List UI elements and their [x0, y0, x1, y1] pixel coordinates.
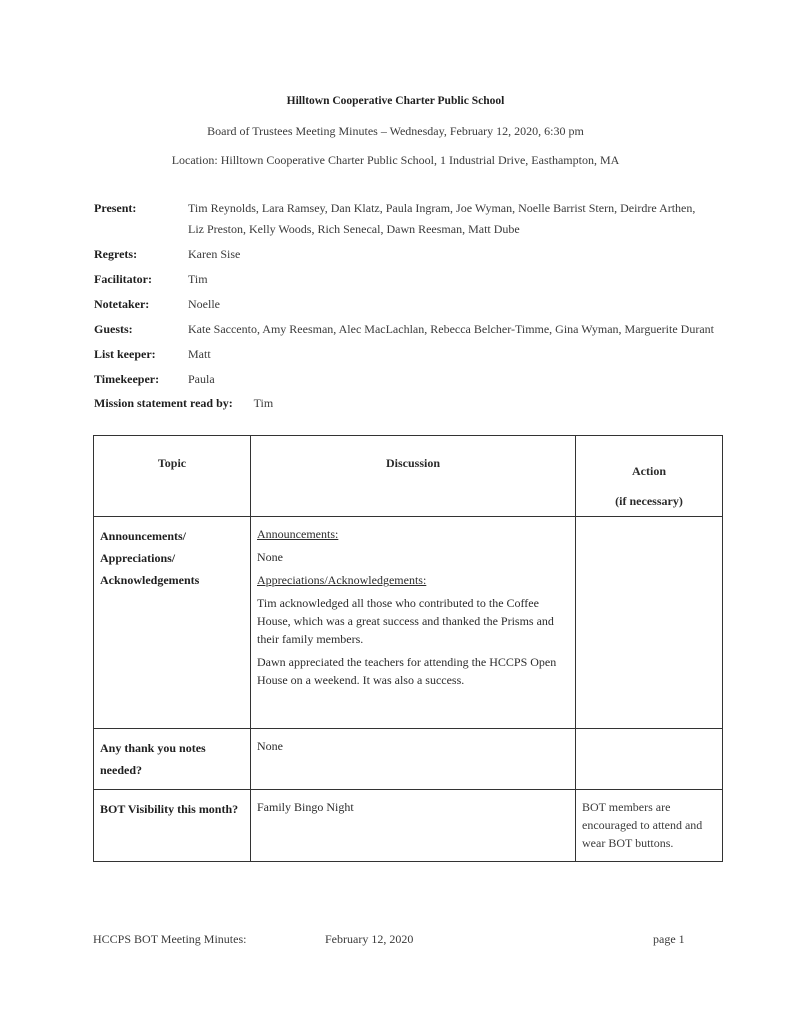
appreciation-paragraph-2: Dawn appreciated the teachers for attending the HCCPS Open House on a weekend. It was also a success.: [257, 655, 557, 687]
announcements-heading: Announcements:: [257, 527, 339, 541]
guests-label: Guests:: [94, 322, 133, 336]
row3-action: BOT members are encouraged to attend and wear BOT buttons.: [576, 790, 723, 862]
table-row: [94, 729, 723, 790]
present-label: Present:: [94, 201, 137, 215]
timekeeper-value: Paula: [188, 372, 215, 386]
regrets-label: Regrets:: [94, 247, 138, 261]
table-row: [94, 790, 723, 862]
meeting-location: Location: Hilltown Cooperative Charter Public School, 1 Industrial Drive, Easthampton, MA: [171, 153, 620, 167]
header-discussion-text: Discussion: [385, 456, 441, 470]
header-topic: [94, 436, 251, 517]
guests-row: [94, 319, 714, 340]
notetaker-label: Notetaker:: [94, 297, 150, 311]
facilitator-row: [94, 269, 714, 290]
meeting-subtitle: Board of Trustees Meeting Minutes – Wednesday, February 12, 2020, 6:30 pm: [207, 124, 584, 138]
regrets-value: Karen Sise: [188, 247, 241, 261]
row3-topic: BOT Visibility this month?: [94, 790, 251, 862]
mission-value: Tim: [253, 396, 274, 410]
row1-topic-line: Announcements/: [100, 529, 187, 543]
listkeeper-label: List keeper:: [94, 347, 156, 361]
table-row: [94, 517, 723, 729]
appreciations-heading: Appreciations/Acknowledgements:: [257, 573, 427, 587]
mission-label: Mission statement read by:: [94, 396, 233, 410]
timekeeper-label: Timekeeper:: [94, 372, 160, 386]
attendance-block: [94, 198, 714, 394]
minutes-table: [93, 435, 723, 862]
header-action: [576, 436, 723, 517]
row1-discussion: [251, 517, 576, 729]
row2-topic: Any thank you notes needed?: [94, 729, 251, 790]
row1-topic: [94, 517, 251, 729]
announcements-text: None: [257, 550, 283, 564]
present-value: Tim Reynolds, Lara Ramsey, Dan Klatz, Paula Ingram, Joe Wyman, Noelle Barrist Stern, Deirdre Arthen, Liz Preston, Kelly Woods, Rich Senecal, Dawn Reesman, Matt Dube: [188, 201, 696, 236]
present-row: [94, 198, 714, 240]
facilitator-label: Facilitator:: [94, 272, 152, 286]
footer-page-number: page 1: [653, 932, 685, 946]
row3-discussion: Family Bingo Night: [251, 790, 576, 862]
school-title: Hilltown Cooperative Charter Public School: [286, 95, 505, 107]
mission-row: [94, 396, 273, 411]
notetaker-value: Noelle: [188, 297, 220, 311]
header-topic-text: Topic: [157, 456, 187, 470]
row1-topic-line: Appreciations/: [100, 551, 176, 565]
notetaker-row: [94, 294, 714, 315]
timekeeper-row: [94, 369, 714, 390]
facilitator-value: Tim: [188, 272, 208, 286]
row2-action: [576, 729, 723, 790]
footer-title: HCCPS BOT Meeting Minutes:: [93, 932, 247, 946]
footer-date: February 12, 2020: [325, 932, 414, 946]
guests-value: Kate Saccento, Amy Reesman, Alec MacLachlan, Rebecca Belcher-Timme, Gina Wyman, Marguerite Durant: [188, 322, 714, 336]
header-discussion: [251, 436, 576, 517]
row1-topic-line: Acknowledgements: [100, 573, 200, 587]
listkeeper-row: [94, 344, 714, 365]
row2-discussion: None: [251, 729, 576, 790]
listkeeper-value: Matt: [188, 347, 211, 361]
header-action-subtext: (if necessary): [615, 494, 683, 508]
row1-action: [576, 517, 723, 729]
appreciation-paragraph-1: Tim acknowledged all those who contributed to the Coffee House, which was a great success and thanked the Prisms and their family members.: [257, 596, 554, 646]
table-header-row: [94, 436, 723, 517]
regrets-row: [94, 244, 714, 265]
header-action-text: Action: [632, 464, 666, 478]
